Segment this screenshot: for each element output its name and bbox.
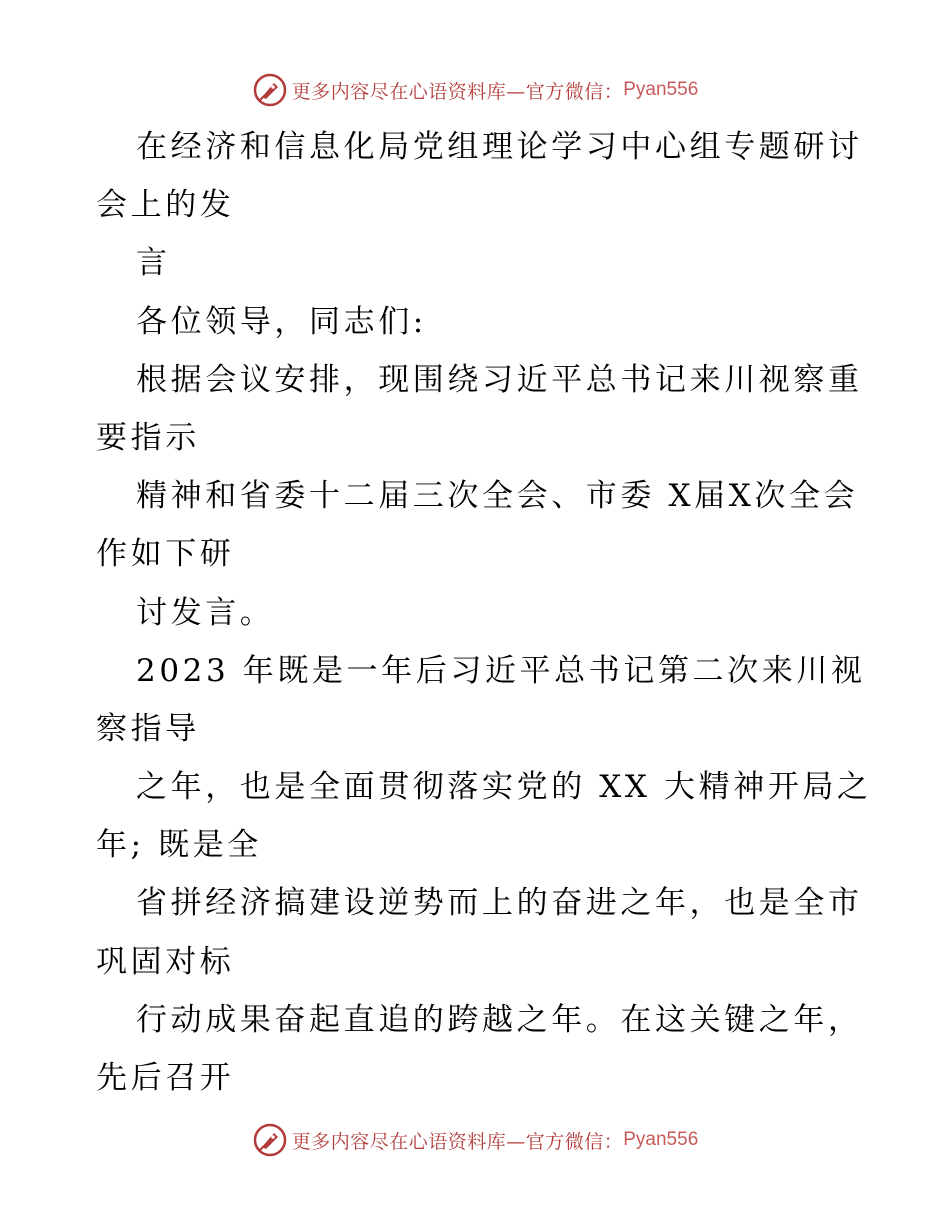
text-line: 之年，也是全面贯彻落实党的 XX 大精神开局之 bbox=[136, 769, 872, 806]
document-body bbox=[96, 118, 876, 1107]
text-line: 言 bbox=[136, 245, 171, 282]
watermark-wechat-id: Pyan556 bbox=[623, 1129, 699, 1150]
text-line: 会上的发 bbox=[96, 187, 235, 224]
text-line: 先后召开 bbox=[96, 1060, 235, 1096]
text-line: 巩固对标 bbox=[96, 943, 235, 980]
text-line: 察指导 bbox=[96, 710, 200, 747]
footer-watermark bbox=[0, 1120, 950, 1160]
text-line: 年; 既是全 bbox=[96, 827, 262, 864]
pen-nib-logo-icon bbox=[252, 72, 288, 108]
text-line: 行动成果奋起直追的跨越之年。在这关键之年， bbox=[136, 1001, 863, 1038]
text-line: 在经济和信息化局党组理论学习中心组专题研讨 bbox=[136, 129, 863, 165]
text-line: 2023 年既是一年后习近平总书记第二次来川视 bbox=[136, 652, 866, 689]
text-line: 讨发言。 bbox=[136, 594, 275, 631]
watermark-text: 更多内容尽在心语资料库—官方微信： bbox=[291, 1130, 624, 1153]
header-watermark bbox=[0, 70, 950, 110]
text-line: 精神和省委十二届三次全会、市委 X届X次全会 bbox=[136, 478, 859, 515]
text-line: 要指示 bbox=[96, 419, 200, 456]
text-line: 根据会议安排，现围绕习近平总书记来川视察重 bbox=[136, 361, 863, 398]
watermark-text: 更多内容尽在心语资料库—官方微信： bbox=[291, 80, 624, 103]
text-line: 作如下研 bbox=[96, 536, 235, 573]
text-line: 各位领导，同志们: bbox=[136, 303, 427, 340]
watermark-wechat-id: Pyan556 bbox=[623, 79, 699, 100]
pen-nib-logo-icon bbox=[252, 1122, 288, 1158]
text-line: 省拼经济搞建设逆势而上的奋进之年，也是全市 bbox=[136, 885, 863, 922]
